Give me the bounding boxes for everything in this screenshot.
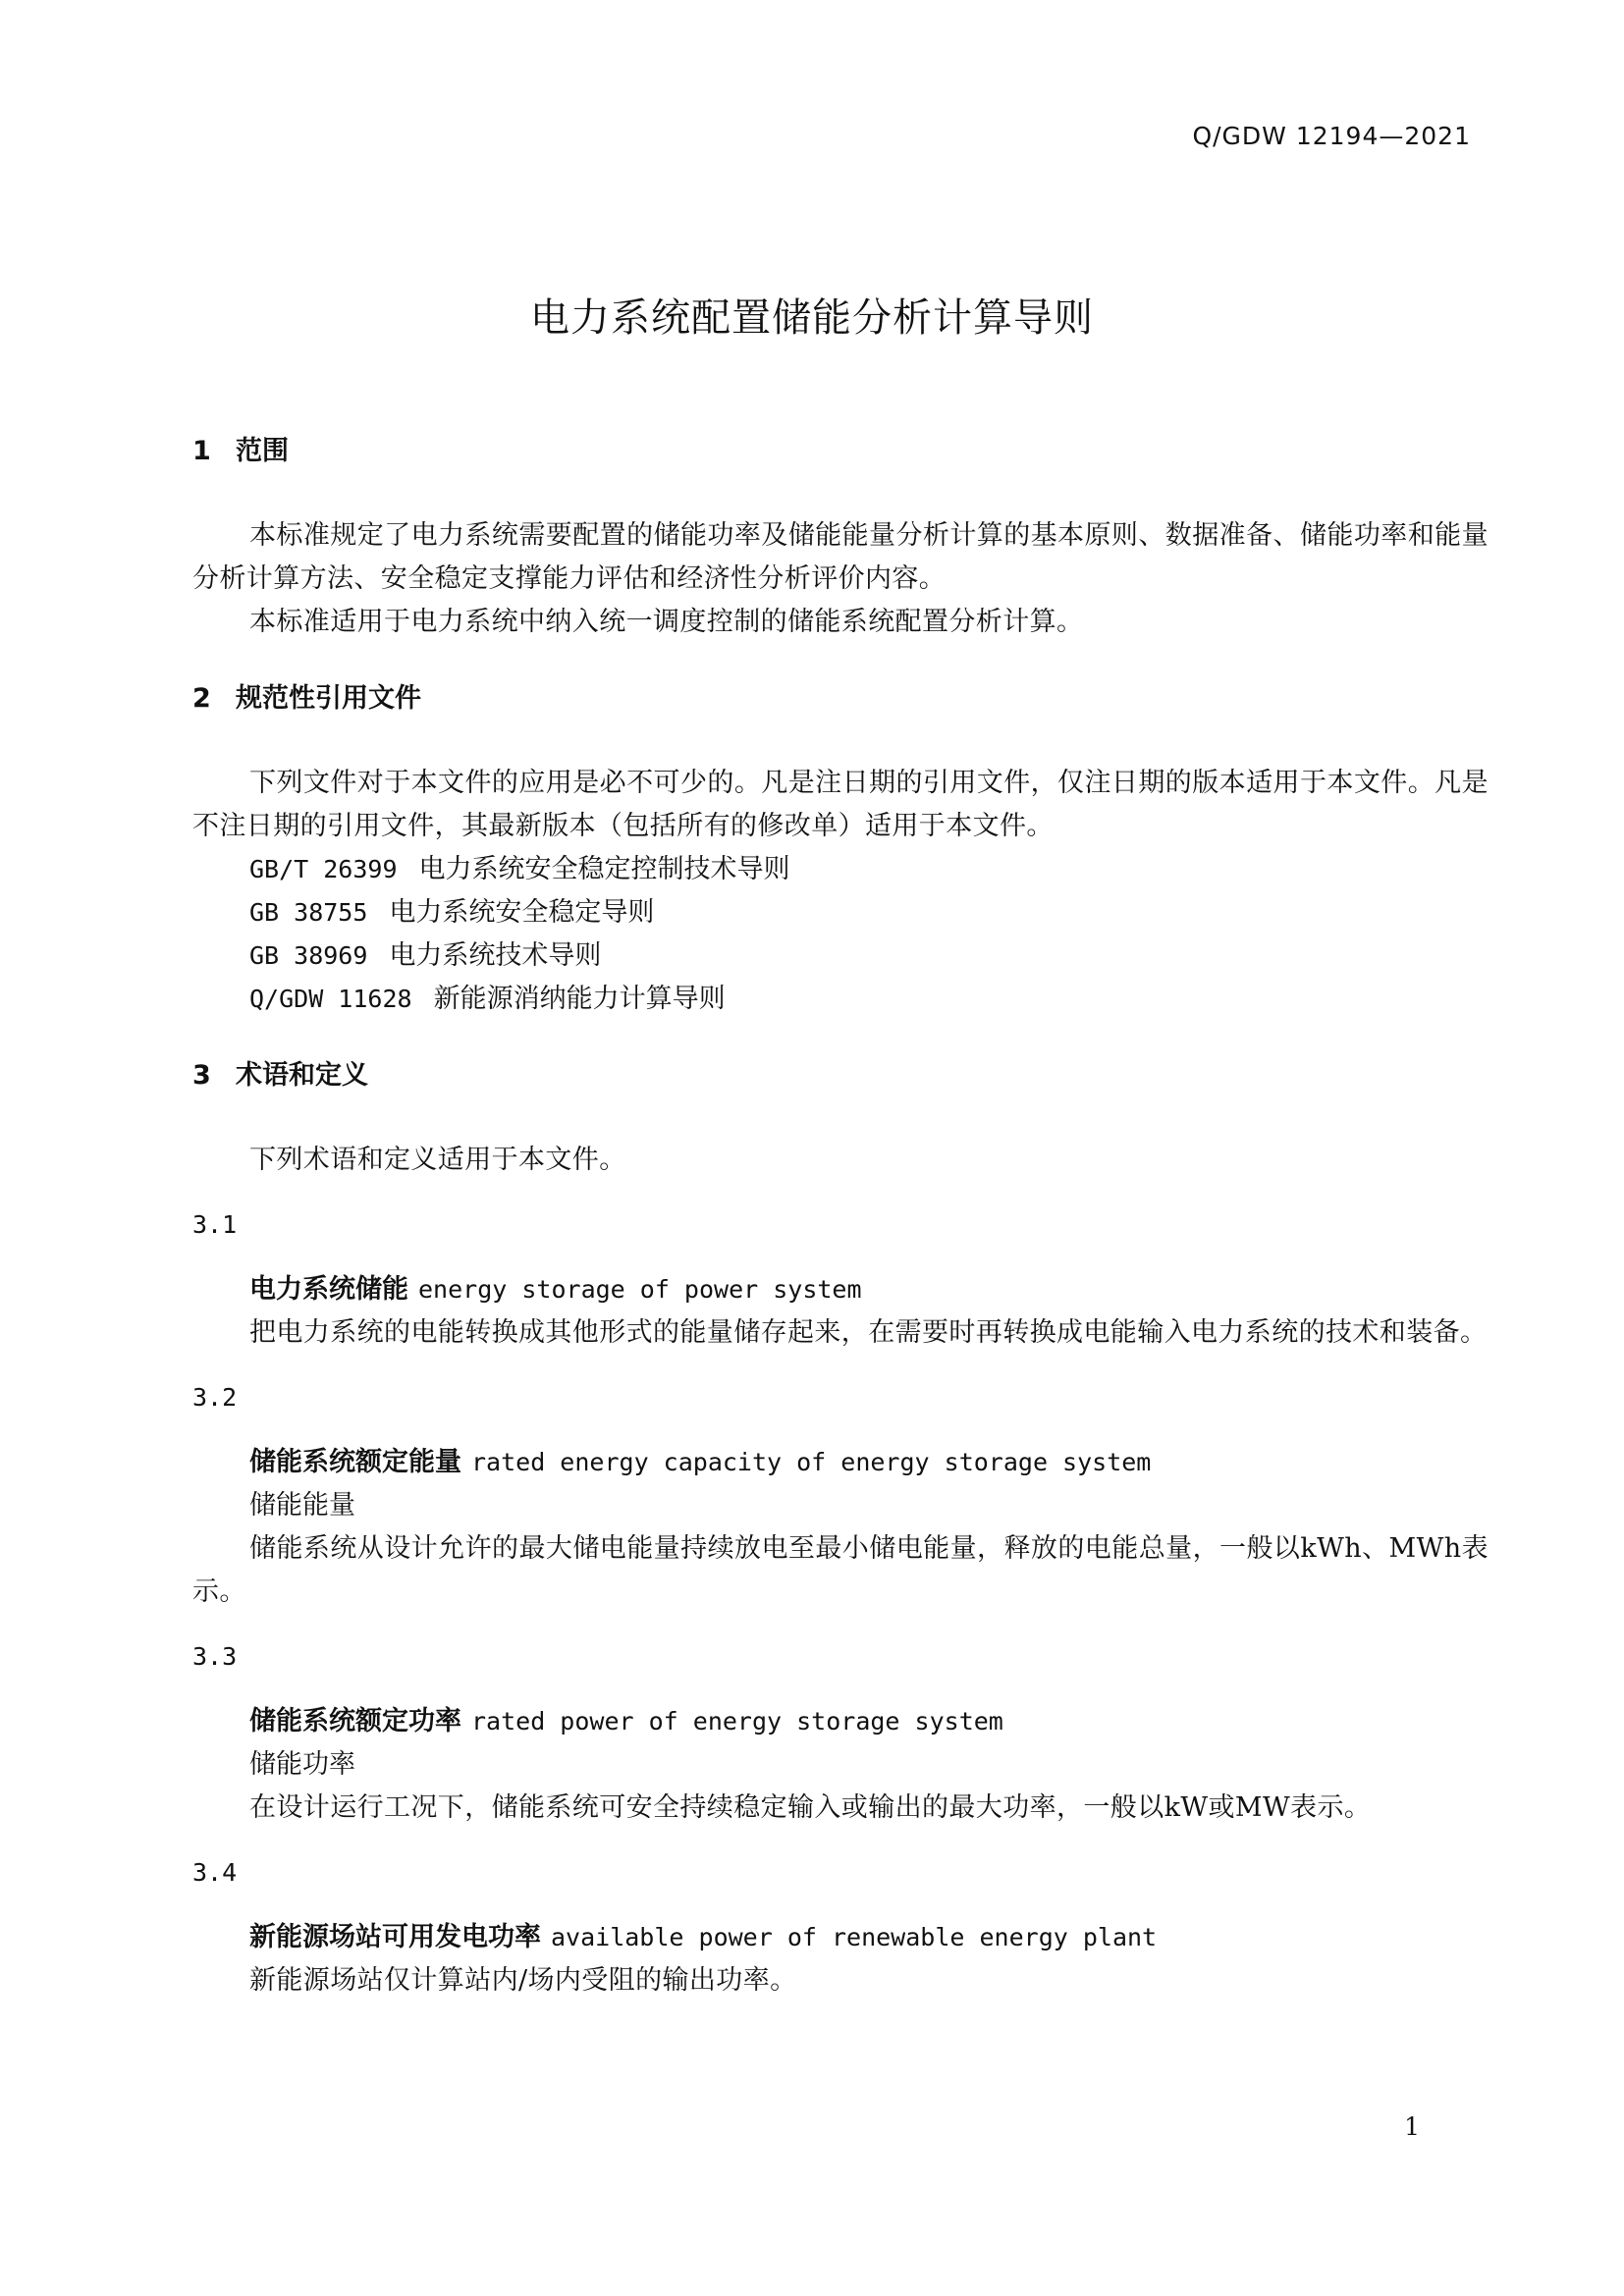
- section-title: 范围: [236, 436, 289, 466]
- document-body: [192, 430, 1489, 2002]
- section-heading-scope: [192, 430, 1489, 473]
- term-number: 3.4: [192, 1858, 238, 1887]
- reference-item: [249, 978, 1489, 1021]
- term-definition: 储能系统从设计允许的最大储电能量持续放电至最小储电能量，释放的电能总量，一般以kWh、MWh表示。: [192, 1533, 1489, 1607]
- paragraph: 本标准适用于电力系统中纳入统一调度控制的储能系统配置分析计算。: [249, 607, 1084, 637]
- page-number: 1: [1404, 2112, 1420, 2141]
- reference-item: [249, 848, 1489, 891]
- paragraph: 下列文件对于本文件的应用是必不可少的。凡是注日期的引用文件，仅注日期的版本适用于本文件。凡是不注日期的引用文件，其最新版本（包括所有的修改单）适用于本文件。: [192, 768, 1489, 841]
- section-number: 2: [192, 683, 211, 714]
- term-alternative: 储能能量: [249, 1490, 355, 1521]
- term-heading: [249, 1916, 1489, 1959]
- document-title: 电力系统配置储能分析计算导则: [530, 295, 1094, 341]
- reference-item: [249, 934, 1489, 978]
- section-title: 术语和定义: [236, 1060, 368, 1091]
- term-name-en: rated power of energy storage system: [471, 1707, 1003, 1735]
- paragraph: 下列术语和定义适用于本文件。: [249, 1145, 626, 1175]
- term-alternative: 储能功率: [249, 1749, 355, 1780]
- term-name-zh: 储能系统额定能量: [249, 1447, 461, 1477]
- reference-name: 电力系统技术导则: [389, 940, 602, 971]
- term-name-zh: 新能源场站可用发电功率: [249, 1922, 541, 1952]
- term-heading: [249, 1268, 1489, 1311]
- reference-code: GB 38969: [249, 941, 368, 970]
- reference-name: 电力系统安全稳定导则: [389, 897, 655, 928]
- paragraph: 本标准规定了电力系统需要配置的储能功率及储能能量分析计算的基本原则、数据准备、储能功率和能量分析计算方法、安全稳定支撑能力评估和经济性分析评价内容。: [192, 520, 1489, 594]
- reference-name: 电力系统安全稳定控制技术导则: [418, 854, 790, 884]
- term-name-en: energy storage of power system: [418, 1275, 862, 1304]
- term-name-en: rated energy capacity of energy storage system: [471, 1448, 1152, 1476]
- section-title: 规范性引用文件: [236, 683, 421, 714]
- reference-name: 新能源消纳能力计算导则: [433, 984, 726, 1014]
- term-number: 3.2: [192, 1383, 238, 1412]
- term-name-zh: 电力系统储能: [249, 1274, 408, 1305]
- reference-code: Q/GDW 11628: [249, 985, 412, 1013]
- section-heading-normative-references: [192, 677, 1489, 721]
- term-definition: 在设计运行工况下，储能系统可安全持续稳定输入或输出的最大功率，一般以kW或MW表示。: [249, 1792, 1372, 1823]
- term-definition: 把电力系统的电能转换成其他形式的能量储存起来，在需要时再转换成电能输入电力系统的技术和装备。: [249, 1317, 1488, 1348]
- term-name-zh: 储能系统额定功率: [249, 1706, 461, 1736]
- term-name-en: available power of renewable energy plant: [551, 1923, 1158, 1951]
- term-heading: [249, 1700, 1489, 1743]
- term-definition: 新能源场站仅计算站内/场内受阻的输出功率。: [249, 1965, 797, 1996]
- reference-item: [249, 891, 1489, 934]
- section-heading-terms-definitions: [192, 1054, 1489, 1097]
- reference-code: GB 38755: [249, 898, 368, 927]
- document-code: Q/GDW 12194—2021: [1192, 122, 1471, 150]
- section-number: 3: [192, 1060, 211, 1091]
- term-heading: [249, 1441, 1489, 1484]
- reference-code: GB/T 26399: [249, 855, 398, 883]
- term-number: 3.1: [192, 1210, 238, 1239]
- term-number: 3.3: [192, 1642, 238, 1671]
- section-number: 1: [192, 436, 211, 466]
